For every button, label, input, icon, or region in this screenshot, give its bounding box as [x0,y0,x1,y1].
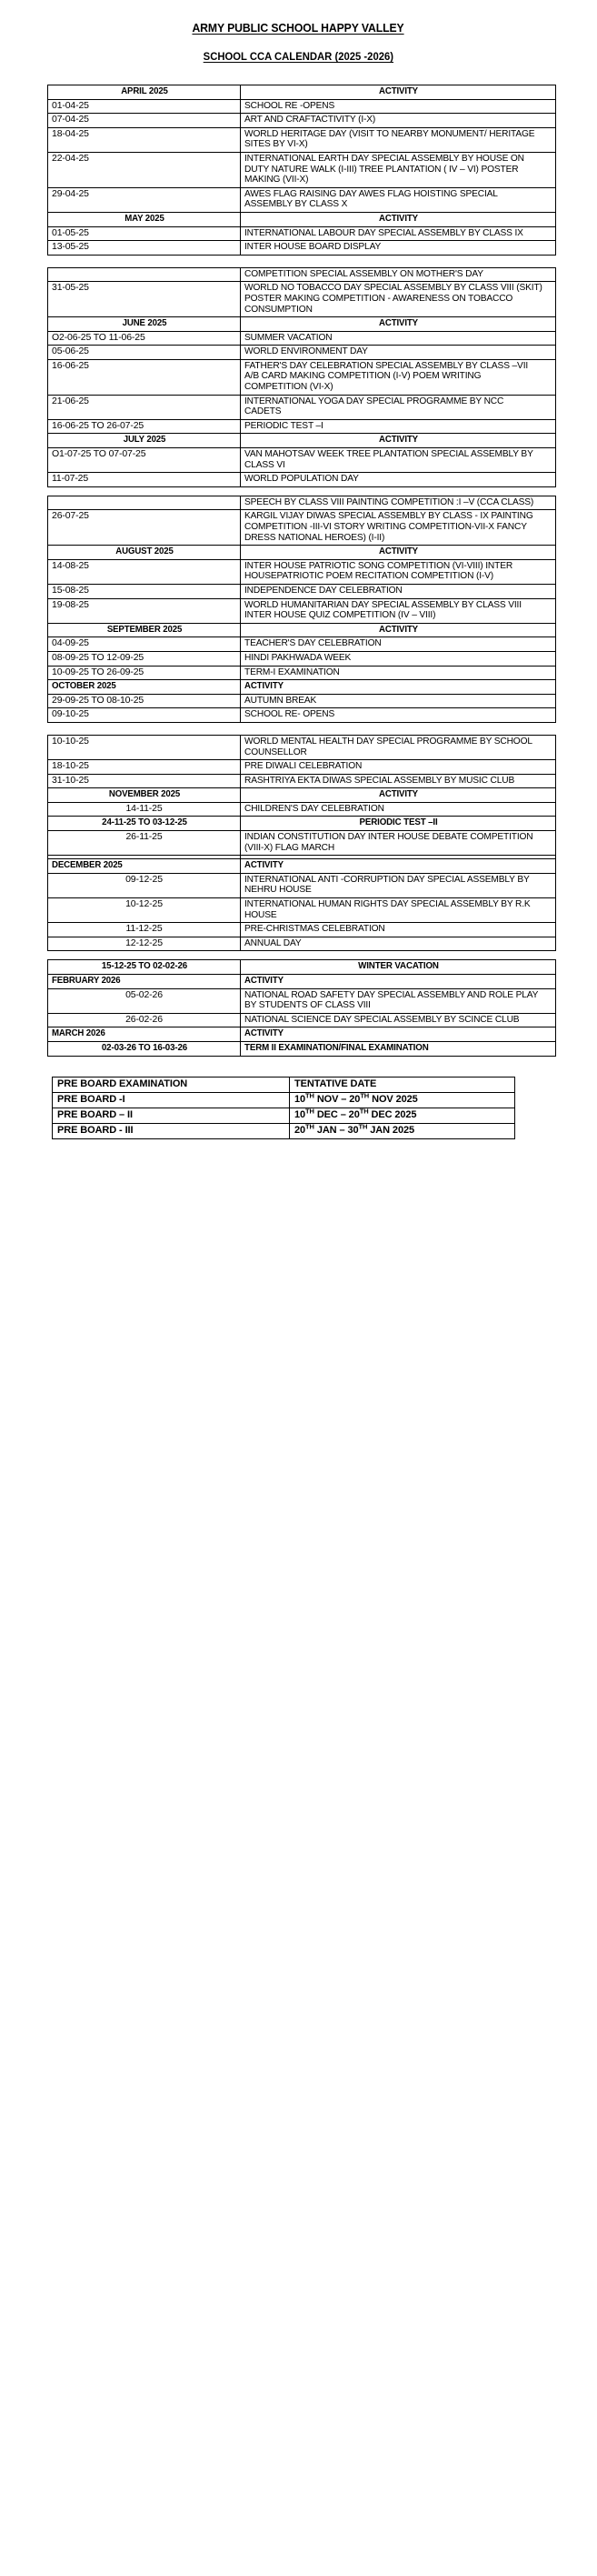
table-row [48,559,556,584]
date-text: 21-06-25 [52,395,89,406]
table-may-june-july [47,267,556,487]
table-header-row [48,859,556,874]
date-text: 12-12-25 [125,937,163,948]
date-text: 10-10-25 [52,735,89,747]
date-text: MAY 2025 [124,212,164,224]
pre-board-exam-name: PRE BOARD - III [53,1123,290,1138]
activity-cell [241,923,556,937]
activity-cell [241,241,556,256]
date-cell [48,760,241,775]
table-row [48,510,556,546]
activity-cell [241,735,556,759]
date-text: 29-04-25 [52,187,89,199]
date-text: O1-07-25 TO 07-07-25 [52,448,146,460]
date-cell [48,735,241,759]
activity-text: ART AND CRAFTACTIVITY (I-X) [244,114,376,125]
activity-cell [253,546,542,560]
activity-cell [241,282,556,317]
activity-cell [241,666,556,680]
table-row [48,187,556,212]
table-gap [0,256,597,267]
activity-cell [241,395,556,419]
activity-text: INTERNATIONAL HUMAN RIGHTS DAY SPECIAL ASSEMBLY BY R.K HOUSE [244,898,531,920]
date-text: 16-06-25 [52,359,89,371]
date-cell [48,282,241,317]
date-text: MARCH 2026 [52,1027,105,1039]
date-text: 15-12-25 TO 02-02-26 [101,960,187,972]
table-header-row [48,317,556,332]
date-cell [55,212,233,226]
activity-cell [241,267,556,282]
activity-cell [241,937,556,951]
pre-board-tentative-date: 10TH DEC – 20TH DEC 2025 [290,1108,515,1123]
activity-text: TERM II EXAMINATION/FINAL EXAMINATION [244,1041,429,1053]
document-title-block [0,0,597,36]
activity-text: INTER HOUSE BOARD DISPLAY [244,241,382,253]
date-text: 18-04-25 [52,127,89,139]
activity-cell [253,212,542,226]
date-cell [55,788,233,803]
activity-text: INTERNATIONAL ANTI -CORRUPTION DAY SPECIAL ASSEMBLY BY NEHRU HOUSE [244,873,530,896]
table-row [48,651,556,666]
activity-cell [241,898,556,923]
activity-text: VAN MAHOTSAV WEEK TREE PLANTATION SPECIAL ASSEMBLY BY CLASS VI [244,448,533,470]
table-header-row [48,975,556,989]
activity-text: INTER HOUSE PATRIOTIC SONG COMPETITION (VI-VIII) INTER HOUSEPATRIOTIC POEM RECITATION COMPETITION (I-V) [244,559,513,582]
activity-cell [241,637,556,652]
activity-text: ACTIVITY [378,434,418,446]
activity-cell [241,559,556,584]
date-text: FEBRUARY 2026 [52,975,121,986]
pre-board-row [53,1108,515,1123]
activity-text: SPEECH BY CLASS VIII PAINTING COMPETITION :I –V (CCA CLASS) [244,496,534,507]
activity-text: SUMMER VACATION [244,331,333,343]
date-text: 01-05-25 [52,226,89,238]
activity-text: WORLD NO TOBACCO DAY SPECIAL ASSEMBLY BY CLASS VIII (SKIT) POSTER MAKING COMPETITION - AWARENESS ON TOBACCO CONSUMPTION [244,282,542,315]
activity-cell [241,473,556,487]
activity-text: TERM-I EXAMINATION [244,666,340,677]
date-text: 07-04-25 [52,114,89,125]
activity-cell [241,584,556,598]
activity-text: NATIONAL ROAD SAFETY DAY SPECIAL ASSEMBLY AND ROLE PLAY BY STUDENTS OF CLASS VIII [244,988,539,1011]
date-text: 13-05-25 [52,241,89,253]
table-header-row [48,623,556,637]
activity-text: WINTER VACATION [357,960,439,972]
activity-cell [241,127,556,152]
date-cell [48,473,241,487]
date-cell [55,1041,234,1056]
table-july-august-september-october [47,496,556,723]
activity-text: PRE-CHRISTMAS CELEBRATION [244,923,385,935]
date-text: 29-09-25 TO 08-10-25 [52,694,144,706]
date-text: 15-08-25 [52,584,89,596]
date-cell [48,127,241,152]
date-text: 31-05-25 [52,282,89,294]
activity-cell [241,774,556,788]
date-text: 10-09-25 TO 26-09-25 [52,666,144,677]
activity-text: FATHER'S DAY CELEBRATION SPECIAL ASSEMBLY BY CLASS –VII A/B CARD MAKING COMPETITION (I-V) POEM WRITING COMPETITION (VI-X) [244,359,529,393]
table-header-row [48,680,556,695]
date-cell [55,85,233,100]
activity-cell [241,859,556,874]
activity-cell [252,960,545,975]
spacer-before-preboard [0,1057,597,1077]
activity-text: WORLD HUMANITARIAN DAY SPECIAL ASSEMBLY BY CLASS VIII INTER HOUSE QUIZ COMPETITION (IV – VIII) [244,598,522,621]
date-text: 05-02-26 [125,988,163,1000]
table-row [48,127,556,152]
activity-cell [241,802,556,817]
table-row [48,598,556,623]
date-text: JULY 2025 [123,434,165,446]
table-header-row [48,546,556,560]
pre-board-tentative-date: 20TH JAN – 30TH JAN 2025 [290,1123,515,1138]
pre-board-row [53,1123,515,1138]
table-april-may [47,85,556,256]
date-cell [48,988,241,1013]
activity-cell [253,788,542,803]
table-row [48,241,556,256]
activity-text: PERIODIC TEST –II [358,817,438,828]
table-row [48,331,556,346]
activity-text: SCHOOL RE- OPENS [244,708,335,720]
cca-calendar-page [0,0,597,1139]
activity-cell [241,114,556,128]
table-row [48,267,556,282]
date-text: 31-10-25 [52,774,89,786]
table-row [48,937,556,951]
date-cell [48,114,241,128]
date-cell [48,859,241,874]
date-cell [48,448,241,473]
activity-cell [241,760,556,775]
table-row [48,114,556,128]
activity-text: ACTIVITY [244,680,284,692]
date-cell [48,694,241,708]
date-cell [48,152,241,187]
table-header-row [48,434,556,448]
table-row [48,802,556,817]
calendar-tables-container [0,85,597,1057]
activity-cell [252,817,545,831]
date-cell [48,923,241,937]
pre-board-exam-name: PRE BOARD -I [53,1092,290,1108]
activity-cell [241,975,556,989]
table-row [48,99,556,114]
activity-cell [253,317,542,332]
table-row [48,923,556,937]
activity-text: AWES FLAG RAISING DAY AWES FLAG HOISTING SPECIAL ASSEMBLY BY CLASS X [244,187,498,210]
date-cell [48,241,241,256]
table-row [48,831,556,856]
date-text: 09-12-25 [125,873,163,885]
date-text: 24-11-25 TO 03-12-25 [101,817,187,828]
date-cell [48,496,241,510]
date-cell [55,960,234,975]
activity-cell [241,1013,556,1027]
activity-text: SCHOOL RE -OPENS [244,99,335,111]
date-text: 01-04-25 [52,99,89,111]
date-cell [55,623,233,637]
date-cell [48,1013,241,1027]
activity-text: INTERNATIONAL EARTH DAY SPECIAL ASSEMBLY BY HOUSE ON DUTY NATURE WALK (I-III) TREE PLANTATION ( IV – VI) POSTER MAKING (VII-X) [244,152,524,185]
activity-text: COMPETITION SPECIAL ASSEMBLY ON MOTHER'S DAY [244,267,483,279]
activity-cell [241,496,556,510]
date-cell [48,226,241,241]
date-cell [48,708,241,723]
activity-text: ACTIVITY [378,317,418,329]
table-header-row [48,1027,556,1042]
date-text: 10-12-25 [125,898,163,910]
table-gap [0,487,597,496]
activity-cell [253,85,542,100]
date-cell [48,937,241,951]
activity-text: ACTIVITY [378,85,418,96]
activity-text: WORLD POPULATION DAY [244,473,359,485]
date-cell [48,873,241,897]
activity-text: AUTUMN BREAK [244,694,317,706]
activity-text: RASHTRIYA EKTA DIWAS SPECIAL ASSEMBLY BY MUSIC CLUB [244,774,515,786]
activity-text: INTERNATIONAL LABOUR DAY SPECIAL ASSEMBLY BY CLASS IX [244,226,523,238]
table-row [48,346,556,360]
date-text: 04-09-25 [52,637,89,649]
pre-board-exam-name: PRE BOARD – II [53,1108,290,1123]
table-row [48,817,556,831]
activity-text: KARGIL VIJAY DIWAS SPECIAL ASSEMBLY BY CLASS - IX PAINTING COMPETITION -III-VI STORY WRITING COMPETITION-VII-X FANCY DRESS NATIONAL HEROES) (I-II) [244,510,533,543]
table-row [48,359,556,395]
table-row [48,282,556,317]
activity-text: TEACHER'S DAY CELEBRATION [244,637,382,649]
table-header-row [48,788,556,803]
activity-text: PRE DIWALI CELEBRATION [244,760,363,772]
activity-cell [241,346,556,360]
date-text: 26-02-26 [125,1013,163,1025]
activity-cell [241,419,556,434]
activity-text: WORLD MENTAL HEALTH DAY SPECIAL PROGRAMME BY SCHOOL COUNSELLOR [244,735,532,757]
activity-cell [241,651,556,666]
activity-cell [241,1027,556,1042]
table-october-november-december [47,735,556,952]
date-cell [48,559,241,584]
date-cell [48,267,241,282]
date-cell [48,1027,241,1042]
date-text: NOVEMBER 2025 [108,788,180,800]
activity-cell [241,831,556,856]
activity-cell [241,510,556,546]
activity-text: HINDI PAKHWADA WEEK [244,651,352,663]
activity-cell [241,873,556,897]
date-cell [48,395,241,419]
table-row [48,496,556,510]
activity-cell [241,708,556,723]
pre-board-date-header: TENTATIVE DATE [290,1077,515,1092]
activity-cell [253,623,542,637]
date-text: SEPTEMBER 2025 [106,623,182,635]
date-cell [48,831,241,856]
date-text: 11-12-25 [125,923,163,935]
table-gap [0,723,597,735]
activity-cell [241,598,556,623]
table-row [48,760,556,775]
date-text: 09-10-25 [52,708,89,720]
date-cell [55,817,234,831]
date-cell [48,99,241,114]
date-text: 02-03-26 TO 16-03-26 [101,1041,187,1053]
date-text: 08-09-25 TO 12-09-25 [52,651,144,663]
date-cell [48,774,241,788]
date-cell [48,666,241,680]
table-row [48,395,556,419]
pre-board-header-row [53,1077,515,1092]
table-row [48,1013,556,1027]
date-cell [48,346,241,360]
date-cell [55,434,233,448]
activity-cell [241,331,556,346]
activity-text: NATIONAL SCIENCE DAY SPECIAL ASSEMBLY BY SCINCE CLUB [244,1013,520,1025]
table-row [48,637,556,652]
activity-text: INDIAN CONSTITUTION DAY INTER HOUSE DEBATE COMPETITION (VIII-X) FLAG MARCH [244,831,533,853]
activity-text: INTERNATIONAL YOGA DAY SPECIAL PROGRAMME BY NCC CADETS [244,395,504,417]
activity-cell [253,434,542,448]
spacer-after-titles [0,65,597,85]
table-row [48,584,556,598]
date-cell [48,419,241,434]
activity-text: ACTIVITY [378,623,418,635]
date-text: 26-11-25 [125,831,163,843]
table-row [48,898,556,923]
date-cell [48,802,241,817]
activity-text: ACTIVITY [244,975,284,986]
activity-text: PERIODIC TEST –I [244,419,323,431]
activity-cell [241,359,556,395]
activity-cell [241,187,556,212]
activity-cell [241,448,556,473]
date-text: OCTOBER 2025 [52,680,116,692]
date-cell [48,680,241,695]
activity-text: ANNUAL DAY [244,937,302,948]
date-text: 26-07-25 [52,510,89,522]
activity-cell [241,152,556,187]
date-cell [48,584,241,598]
activity-cell [241,99,556,114]
table-row [48,873,556,897]
table-gap [0,951,597,959]
activity-cell [241,988,556,1013]
pre-board-row [53,1092,515,1108]
date-text: JUNE 2025 [122,317,166,329]
date-cell [48,331,241,346]
table-row [48,666,556,680]
date-text: 11-07-25 [52,473,89,485]
date-text: 22-04-25 [52,152,89,164]
table-row [48,1041,556,1056]
date-text: DECEMBER 2025 [52,859,123,871]
date-cell [55,546,233,560]
table-row [48,694,556,708]
date-text: 18-10-25 [52,760,89,772]
table-row [48,735,556,759]
date-cell [48,898,241,923]
activity-text: ACTIVITY [244,859,284,871]
table-row [48,152,556,187]
date-cell [48,975,241,989]
date-text: AUGUST 2025 [114,546,174,557]
date-cell [48,359,241,395]
table-row [48,988,556,1013]
table-winter-february-march [47,959,556,1056]
date-cell [48,637,241,652]
table-row [48,960,556,975]
table-row [48,774,556,788]
calendar-title: SCHOOL CCA CALENDAR (2025 -2026) [203,50,394,63]
date-cell [48,598,241,623]
table-header-row [48,212,556,226]
date-text: 14-08-25 [52,559,89,571]
pre-board-table [52,1077,515,1139]
date-text: 05-06-25 [52,346,89,357]
school-name-title: ARMY PUBLIC SCHOOL HAPPY VALLEY [192,21,405,35]
activity-text: WORLD HERITAGE DAY (VISIT TO NEARBY MONUMENT/ HERITAGE SITES BY VI-X) [244,127,535,150]
activity-text: CHILDREN'S DAY CELEBRATION [244,802,384,814]
activity-cell [241,226,556,241]
date-text: O2-06-25 TO 11-06-25 [52,331,145,343]
date-cell [48,510,241,546]
table-row [48,448,556,473]
date-text: 19-08-25 [52,598,89,610]
table-row [48,473,556,487]
activity-text: WORLD ENVIRONMENT DAY [244,346,368,357]
date-cell [48,651,241,666]
table-row [48,708,556,723]
calendar-title-block [0,48,597,65]
table-header-row [48,85,556,100]
activity-cell [241,680,556,695]
date-text: APRIL 2025 [120,85,168,96]
activity-text: ACTIVITY [378,212,418,224]
date-cell [55,317,233,332]
activity-cell [241,1041,556,1056]
table-row [48,226,556,241]
date-text: 14-11-25 [125,802,163,814]
activity-cell [241,694,556,708]
table-row [48,419,556,434]
activity-text: INDEPENDENCE DAY CELEBRATION [244,584,403,596]
date-text: 16-06-25 TO 26-07-25 [52,419,144,431]
activity-text: ACTIVITY [378,788,418,800]
date-cell [48,187,241,212]
activity-text: ACTIVITY [244,1027,284,1039]
activity-text: ACTIVITY [378,546,418,557]
pre-board-tentative-date: 10TH NOV – 20TH NOV 2025 [290,1092,515,1108]
pre-board-exam-header: PRE BOARD EXAMINATION [53,1077,290,1092]
